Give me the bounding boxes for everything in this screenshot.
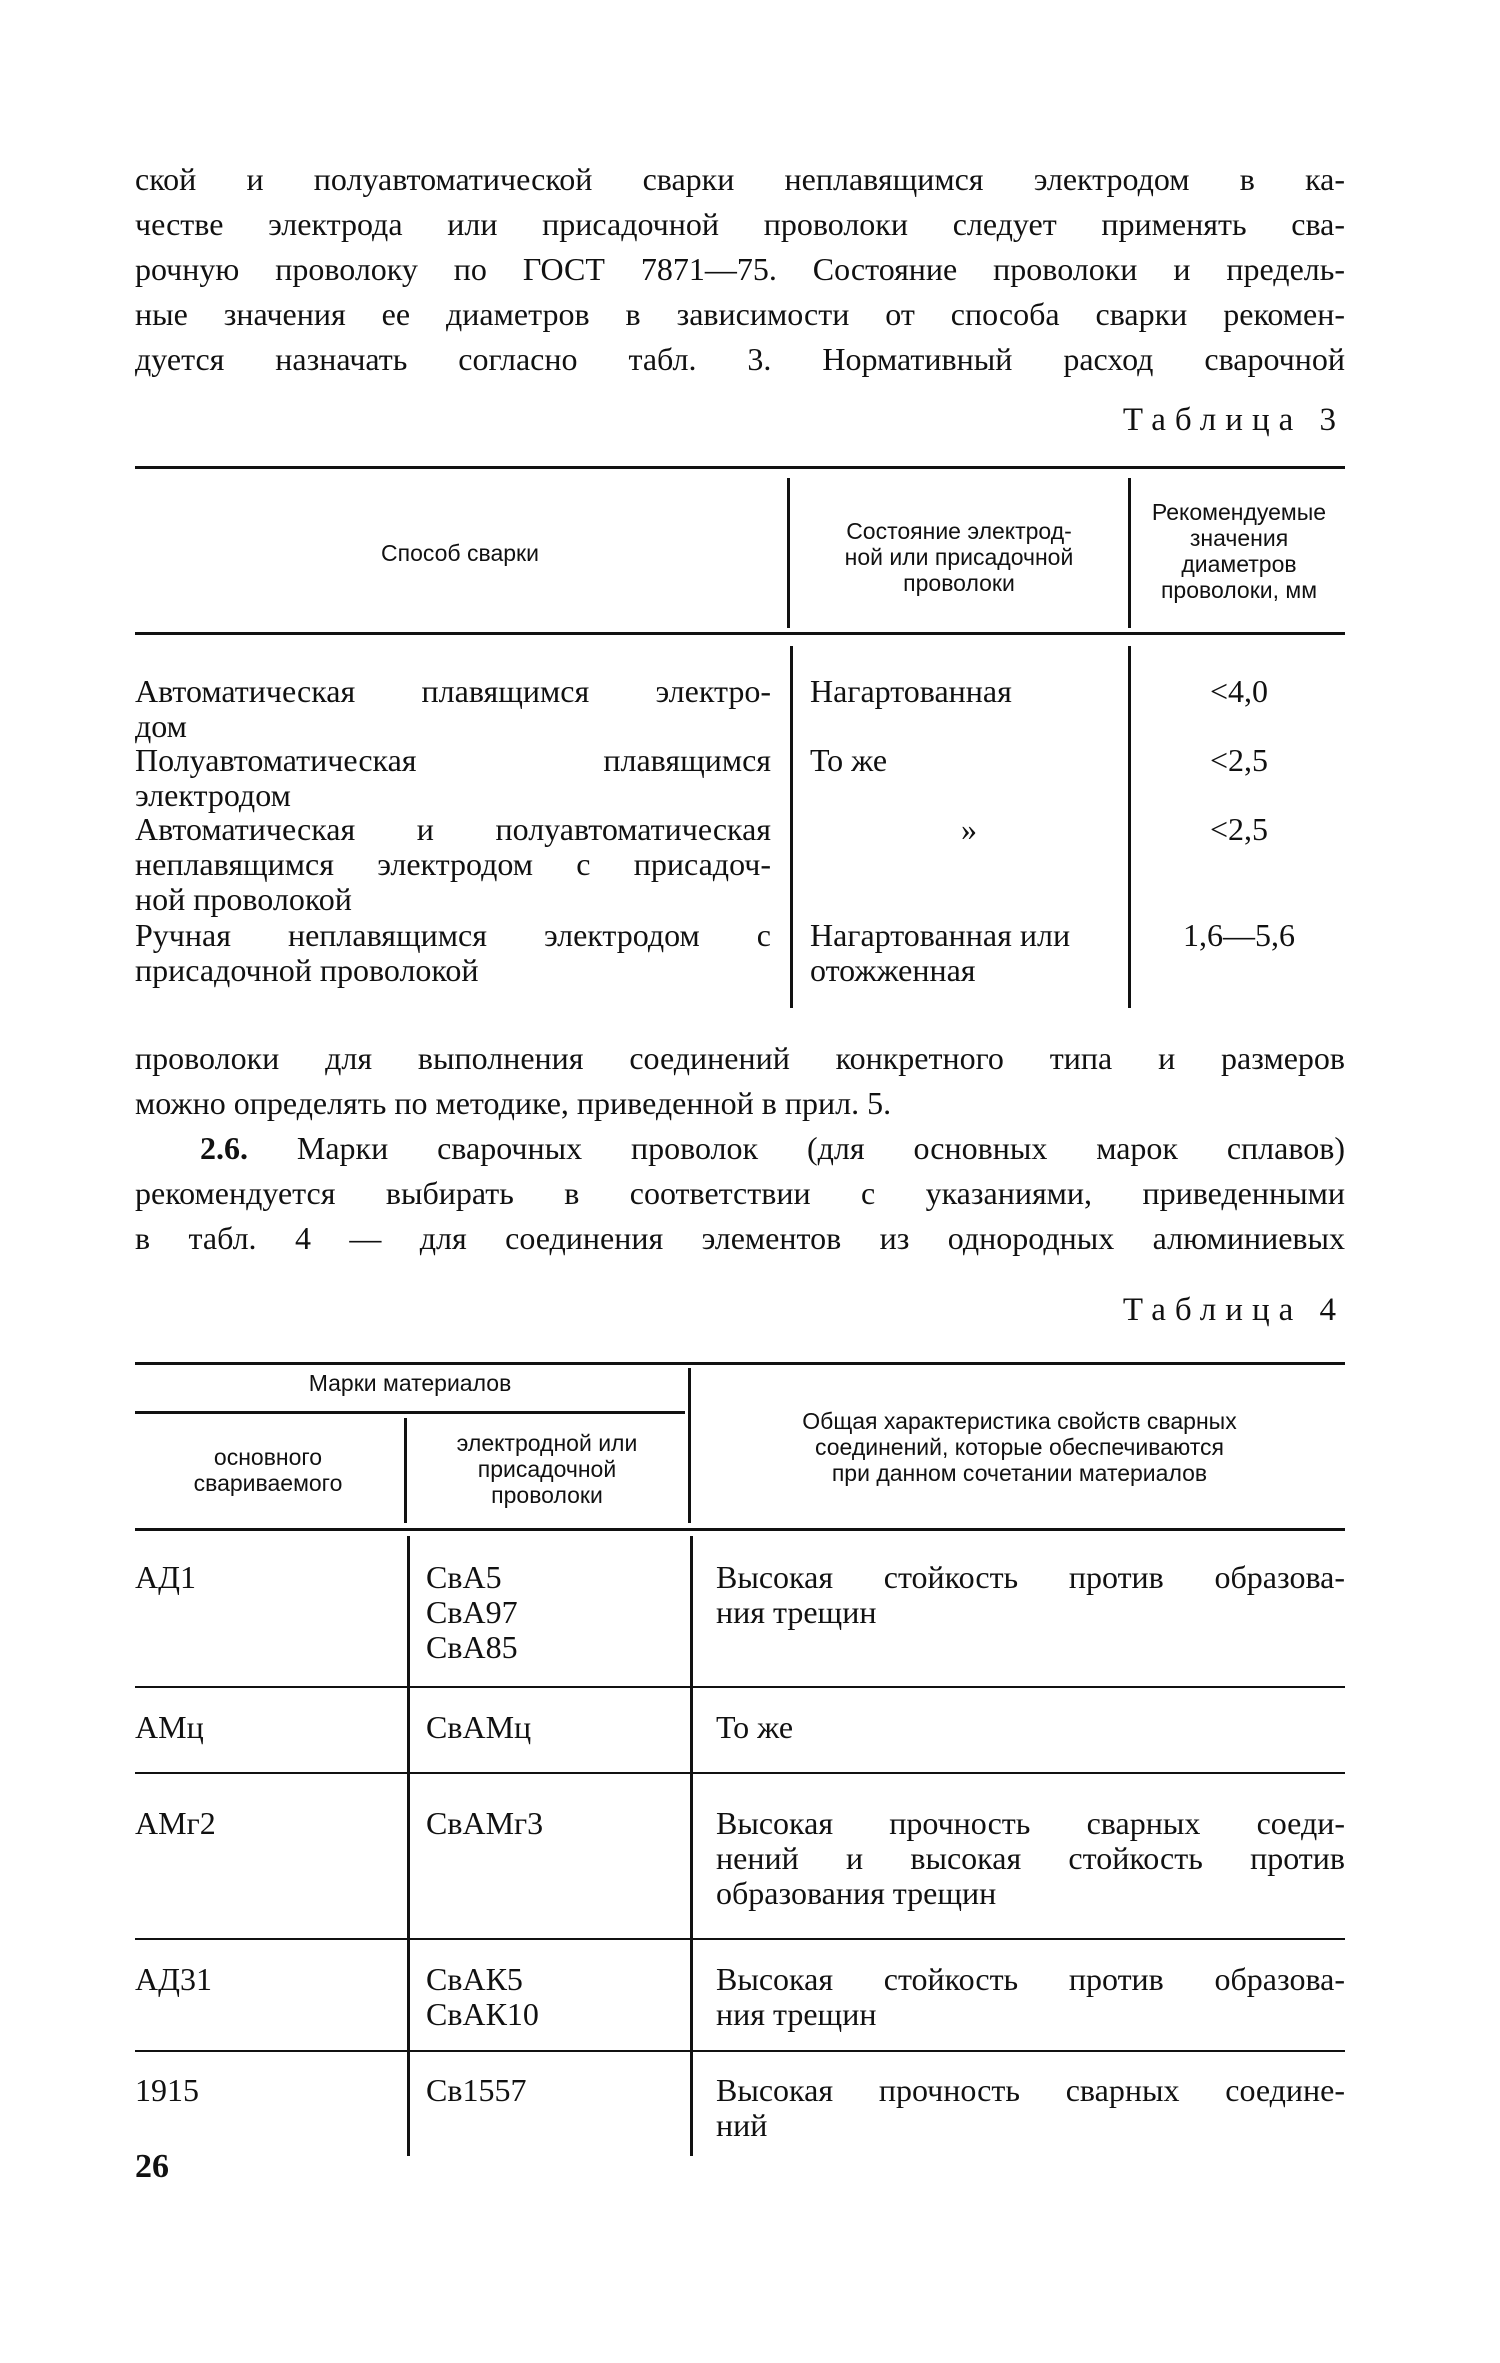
page-number: 26 bbox=[135, 2148, 169, 2185]
table3-header-divider bbox=[1128, 478, 1131, 628]
table4-row-rule bbox=[135, 2050, 1345, 2052]
table4-row-base: АМг2 bbox=[135, 1805, 216, 1841]
paragraph-2-6 bbox=[135, 1126, 1345, 1261]
table4-header-electrode: электродной или присадочной проволоки bbox=[456, 1430, 638, 1508]
table4-row-wire: СвАМц bbox=[426, 1709, 532, 1745]
table3-row-state: Нагартованная или отожженная bbox=[810, 917, 1071, 988]
text-line: дуется назначать согласно табл. 3. Нормативный расход сварочной bbox=[135, 341, 1345, 377]
text-line: 2.6. Марки сварочных проволок (для основных марок сплавов) bbox=[200, 1130, 1346, 1166]
text-line: ные значения ее диаметров в зависимости от способа сварки рекомен- bbox=[135, 296, 1345, 332]
text-line: ской и полуавтоматической сварки неплавящимся электродом в ка- bbox=[135, 161, 1345, 197]
table4-row-wire: СвАМг3 bbox=[426, 1805, 544, 1841]
table3-row-method: Автоматическая плавящимся электро- дом bbox=[135, 673, 771, 744]
text-line: честве электрода или присадочной проволоки следует применять сва- bbox=[135, 206, 1345, 242]
text-line: в табл. 4 — для соединения элементов из однородных алюминиевых bbox=[135, 1220, 1345, 1256]
table4-row-wire: СвАК5 СвАК10 bbox=[426, 1961, 539, 2032]
intro-paragraph bbox=[135, 157, 1345, 382]
text-line: рочную проволоку по ГОСТ 7871—75. Состояние проволоки и предель- bbox=[135, 251, 1345, 287]
table3-header-method: Способ сварки bbox=[381, 540, 539, 566]
table3-header-divider bbox=[787, 478, 790, 628]
table4-header-divider bbox=[404, 1418, 407, 1523]
table4-header-rule bbox=[135, 1528, 1345, 1531]
table4-row-wire: Св1557 bbox=[426, 2072, 527, 2108]
table4-row-description: Высокая прочность сварных соеди- нений и высокая стойкость против образования трещин bbox=[716, 1805, 1345, 1911]
table4-row-rule bbox=[135, 1772, 1345, 1774]
table4-header-group: Марки материалов bbox=[308, 1370, 512, 1396]
table4-title: Таблица 4 bbox=[1122, 1292, 1345, 1328]
table3-row-method: Автоматическая и полуавтоматическая неплавящимся электродом с присадоч- ной проволокой bbox=[135, 811, 771, 917]
table4-row-description: Высокая стойкость против образова- ния трещин bbox=[716, 1559, 1345, 1630]
table4-row-description: То же bbox=[716, 1709, 794, 1745]
table4-row-base: 1915 bbox=[135, 2072, 199, 2108]
text-line: можно определять по методике, приведенной в прил. 5. bbox=[135, 1085, 892, 1121]
table4-header-description: Общая характеристика свойств сварных соединений, которые обеспечиваются при данном сочетании материалов bbox=[802, 1408, 1237, 1486]
table4-row-description: Высокая стойкость против образова- ния трещин bbox=[716, 1961, 1345, 2032]
table4-header-divider bbox=[688, 1368, 691, 1523]
table4-header-base: основного свариваемого bbox=[193, 1444, 343, 1496]
table3-row-state: Нагартованная bbox=[810, 673, 1012, 709]
table3-header-rule bbox=[135, 632, 1345, 635]
table4-row-base: АД31 bbox=[135, 1961, 212, 1997]
table4-row-description: Высокая прочность сварных соедине- ний bbox=[716, 2072, 1345, 2143]
table4-row-wire: СвА5 СвА97 СвА85 bbox=[426, 1559, 518, 1665]
table4-group-rule bbox=[135, 1411, 685, 1414]
section-number: 2.6. bbox=[200, 1130, 248, 1166]
table3-title: Таблица 3 bbox=[1122, 402, 1345, 438]
table3-header-diameter: Рекомендуемые значения диаметров проволоки, мм bbox=[1151, 499, 1327, 603]
table3-body-divider bbox=[790, 646, 793, 1008]
text-line: рекомендуется выбирать в соответствии с указаниями, приведенными bbox=[135, 1175, 1345, 1211]
table4-row-base: АД1 bbox=[135, 1559, 196, 1595]
table4-body-divider bbox=[407, 1536, 410, 2156]
table3-top-rule bbox=[135, 466, 1345, 469]
table4-row-rule bbox=[135, 1686, 1345, 1688]
middle-paragraph bbox=[135, 1036, 1345, 1126]
table3-row-diameter: <2,5 bbox=[1209, 811, 1269, 847]
table3-row-state: » bbox=[961, 811, 977, 847]
table4-row-base: АМц bbox=[135, 1709, 204, 1745]
table3-row-diameter: <2,5 bbox=[1209, 742, 1269, 778]
table3-row-method: Ручная неплавящимся электродом с присадочной проволокой bbox=[135, 917, 771, 988]
table3-row-method: Полуавтоматическая плавящимся электродом bbox=[135, 742, 771, 813]
text-line: проволоки для выполнения соединений конкретного типа и размеров bbox=[135, 1040, 1345, 1076]
table4-body-divider bbox=[690, 1536, 693, 2156]
table3-header-state: Состояние электрод- ной или присадочной проволоки bbox=[844, 518, 1074, 596]
table4-row-rule bbox=[135, 1938, 1345, 1940]
table4-top-rule bbox=[135, 1362, 1345, 1365]
table3-row-diameter: 1,6—5,6 bbox=[1183, 917, 1295, 953]
table3-row-state: То же bbox=[810, 742, 888, 778]
table3-body-divider bbox=[1128, 646, 1131, 1008]
table3-row-diameter: <4,0 bbox=[1209, 673, 1269, 709]
